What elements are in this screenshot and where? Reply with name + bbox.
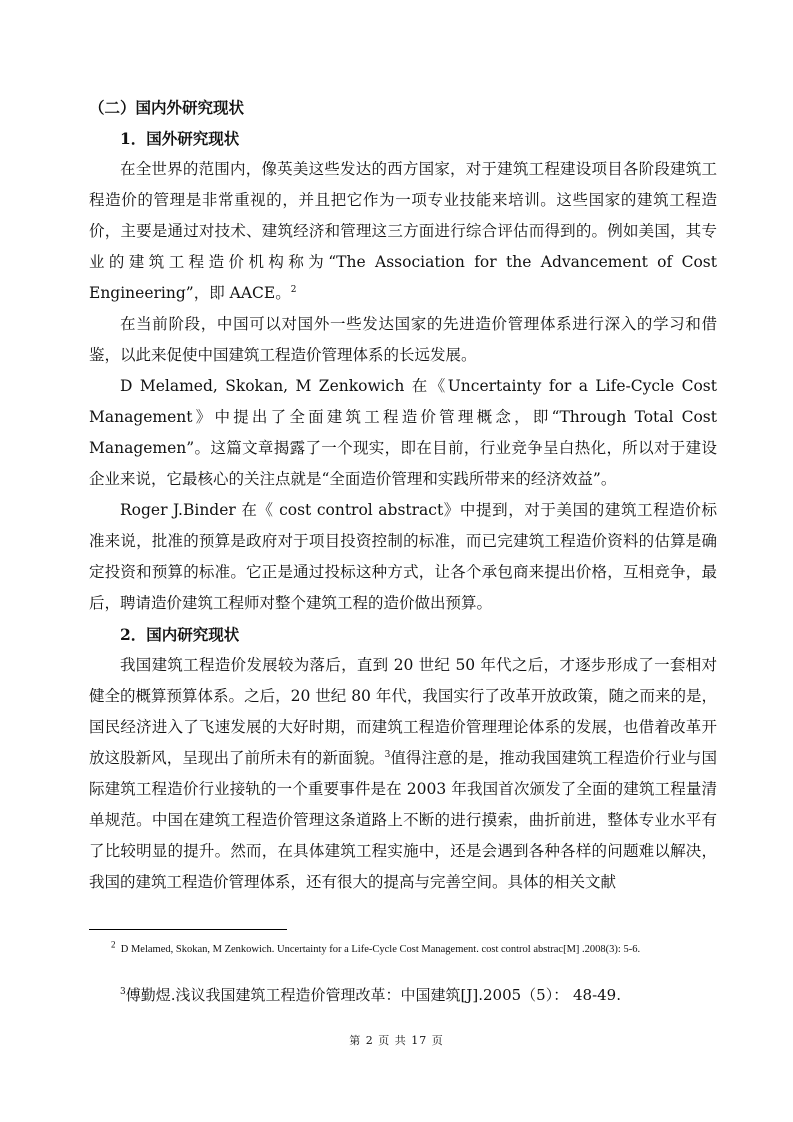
footnote-mark: 2 [111, 939, 116, 950]
footnote-ref[interactable]: 2 [290, 284, 297, 295]
paragraph-binder: Roger J.Binder 在《 cost control abstract》中提到，对于美国的建筑工程造价标准来说，批准的预算是政府对于项目投资控制的标准，而已完建筑工程造价资料的估算是确定投资和预算的标准。它正是通过投标这种方式，让各个承包商来提出价格，互相竞争，最后，聘请造价建筑工程师对整个建筑工程的造价做出预算。 [89, 501, 717, 612]
paragraph-text: 值得注意的是，推动我国建筑工程造价行业与国际建筑工程造价行业接轨的一个重要事件是在 2003 年我国首次颁发了全面的建筑工程量清单规范。中国在建筑工程造价管理这条道路上不断的进行摸索，曲折前进，整体专业水平有了比较明显的提升。然而，在具体建筑工程实施中，还是会遇到各种各样的问题难以解决，我国的建筑工程造价管理体系，还有很大的提高与完善空间。具体的相关文献 [89, 749, 717, 891]
footnote-mark: 3 [120, 987, 126, 997]
subsection-heading-domestic: 2．国内研究现状 [120, 625, 240, 644]
footnote-2 [89, 938, 717, 961]
paragraph-foreign-overview [89, 154, 717, 309]
paragraph-melamed: D Melamed, Skokan, M Zenkowich 在《Uncertainty for a Life-Cycle Cost Management》中提出了全面建筑工程造价管理概念，即“Through Total Cost Managemen”。这篇文章揭露了一个现实，即在目前，行业竞争呈白热化，所以对于建设企业来说，它最核心的关注点就是“全面造价管理和实践所带来的经济效益”。 [89, 377, 717, 488]
footnote-text: D Melamed, Skokan, M Zenkowich. Uncertainty for a Life-Cycle Cost Management. cost control abstrac[M] .2008(3): 5-6. [120, 944, 641, 955]
paragraph-text: 在全世界的范围内，像英美这些发达的西方国家，对于建筑工程建设项目各阶段建筑工程造价的管理是非常重视的，并且把它作为一项专业技能来培训。这些国家的建筑工程造价，主要是通过对技术、建筑经济和管理这三方面进行综合评估而得到的。例如美国，其专业的建筑工程造价机构称为“The Association for the Advancement of Cost Engineering”，即 AACE。 [89, 160, 717, 302]
subsection-heading-foreign: 1．国外研究现状 [120, 129, 240, 148]
footnote-separator [89, 929, 287, 930]
page-number: 第 2 页 共 17 页 [349, 1034, 444, 1047]
body-text [89, 92, 717, 898]
paragraph-learning: 在当前阶段，中国可以对国外一些发达国家的先进造价管理体系进行深入的学习和借鉴，以此来促使中国建筑工程造价管理体系的长远发展。 [89, 315, 717, 364]
paragraph-text: 我国建筑工程造价发展较为落后，直到 20 世纪 50 年代之后，才逐步形成了一套相对健全的概算预算体系。之后，20 世纪 80 年代，我国实行了改革开放政策，随之而来的是，国民经济进入了飞速发展的大好时期，而建筑工程造价管理理论体系的发展，也借着改革开放这股新风，呈现出了前所未有的新面貌。 [89, 656, 717, 767]
footnote-3 [89, 984, 717, 1006]
section-heading: （二）国内外研究现状 [89, 98, 245, 117]
footnote-ref[interactable]: 3 [384, 749, 391, 760]
footnote-text: 傅勤煜.浅议我国建筑工程造价管理改革：中国建筑[J].2005（5）： 48-49. [125, 986, 621, 1004]
paragraph-domestic [89, 650, 717, 898]
